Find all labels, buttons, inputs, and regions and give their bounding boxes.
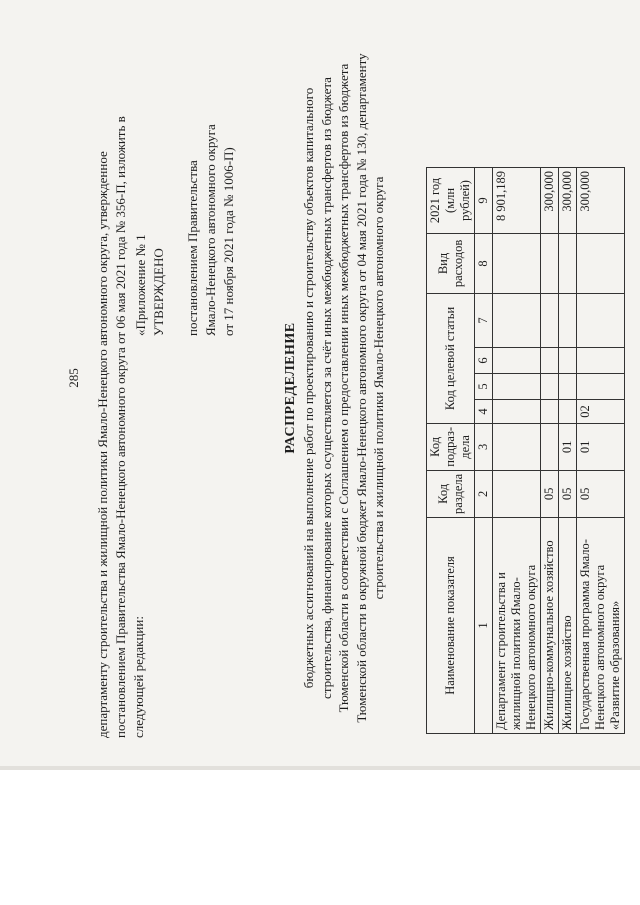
row-expense: [559, 233, 577, 293]
header-expense-type: Вид расходов: [427, 233, 475, 293]
col-num: 9: [475, 167, 493, 233]
row-target-7: [541, 293, 559, 347]
row-expense: [493, 233, 541, 293]
row-expense: [541, 233, 559, 293]
row-target-4: [559, 399, 577, 423]
row-name: Департамент строительства и жилищной политики Ямало-Ненецкого автономного округа: [493, 518, 541, 734]
page-number: 285: [66, 368, 81, 388]
row-subsection: [541, 423, 559, 470]
intro-paragraph: департаменту строительства и жилищной политики Ямало-Ненецкого автономного округа, утвержденное постановлением Правительства Ямало-Ненецкого автономного округа от 06 мая 2021 года № 356-П, изложить в следующей редакции:: [95, 116, 146, 738]
row-target-4: 02: [577, 399, 625, 423]
decree-line-3: от 17 ноября 2021 года № 1006-П): [221, 147, 236, 336]
row-target-7: [493, 293, 541, 347]
row-target-7: [559, 293, 577, 347]
row-target-6: [541, 347, 559, 373]
approval-block: [132, 56, 238, 336]
table-row: [559, 167, 577, 733]
row-target-6: [493, 347, 541, 373]
col-num: 3: [475, 423, 493, 470]
row-section: 05: [577, 470, 625, 517]
row-name: Жилищно-коммунальное хозяйство: [541, 518, 559, 734]
allocation-table: [426, 167, 625, 734]
row-target-6: [559, 347, 577, 373]
row-section: 05: [559, 470, 577, 517]
approved-label: УТВЕРЖДЕНО: [151, 248, 166, 336]
col-num: 7: [475, 293, 493, 347]
document-subtitle: бюджетных ассигнований на выполнение работ по проектированию и строительству объектов капитального строительства, финансирование которых осуществляется за счёт иных межбюджетных трансфертов из бюджета Тюменской области в соответствии с Соглашением о предоставлении иных межбюджетных трансфертов из бюджета Тюменской области в окружной бюджет Ямало-Ненецкого автономного округа от 04 мая 2021 года № 130, департаменту строительства и жилищной политики Ямало-Ненецкого автономного округа: [301, 53, 386, 723]
row-amount: 300,000: [541, 167, 559, 233]
row-subsection: [493, 423, 541, 470]
header-year: 2021 год (млн рублей): [427, 167, 475, 233]
table-row: [541, 167, 559, 733]
header-target-code: Код целевой статьи: [427, 293, 475, 423]
col-num: 8: [475, 233, 493, 293]
decree-line-1: постановлением Правительства: [185, 160, 200, 336]
row-subsection: 01: [577, 423, 625, 470]
row-amount: 8 901,189: [493, 167, 541, 233]
row-target-4: [493, 399, 541, 423]
row-target-7: [577, 293, 625, 347]
header-section: Код раздела: [427, 470, 475, 517]
row-amount: 300,000: [577, 167, 625, 233]
row-name: Жилищное хозяйство: [559, 518, 577, 734]
rotated-document: [48, 38, 622, 738]
col-num: 5: [475, 373, 493, 399]
row-expense: [577, 233, 625, 293]
row-target-5: [493, 373, 541, 399]
col-num: 6: [475, 347, 493, 373]
row-section: 05: [541, 470, 559, 517]
document-heading: РАСПРЕДЕЛЕНИЕ: [283, 322, 298, 454]
col-num: 4: [475, 399, 493, 423]
row-target-5: [577, 373, 625, 399]
table-row: [577, 167, 625, 733]
row-subsection: 01: [559, 423, 577, 470]
row-section: [493, 470, 541, 517]
row-target-5: [559, 373, 577, 399]
column-number-row: [475, 167, 493, 733]
header-subsection: Код подраз-дела: [427, 423, 475, 470]
table-header-row: [427, 167, 475, 733]
header-name: Наименование показателя: [427, 518, 475, 734]
row-name: Государственная программа Ямало-Ненецкого автономного округа «Развитие образования»: [577, 518, 625, 734]
scan-edge: [0, 766, 640, 770]
row-target-6: [577, 347, 625, 373]
row-target-4: [541, 399, 559, 423]
row-amount: 300,000: [559, 167, 577, 233]
table-row: [493, 167, 541, 733]
col-num: 2: [475, 470, 493, 517]
row-target-5: [541, 373, 559, 399]
col-num: 1: [475, 518, 493, 734]
appendix-label: «Приложение № 1: [133, 234, 148, 336]
decree-line-2: Ямало-Ненецкого автономного округа: [203, 124, 218, 336]
